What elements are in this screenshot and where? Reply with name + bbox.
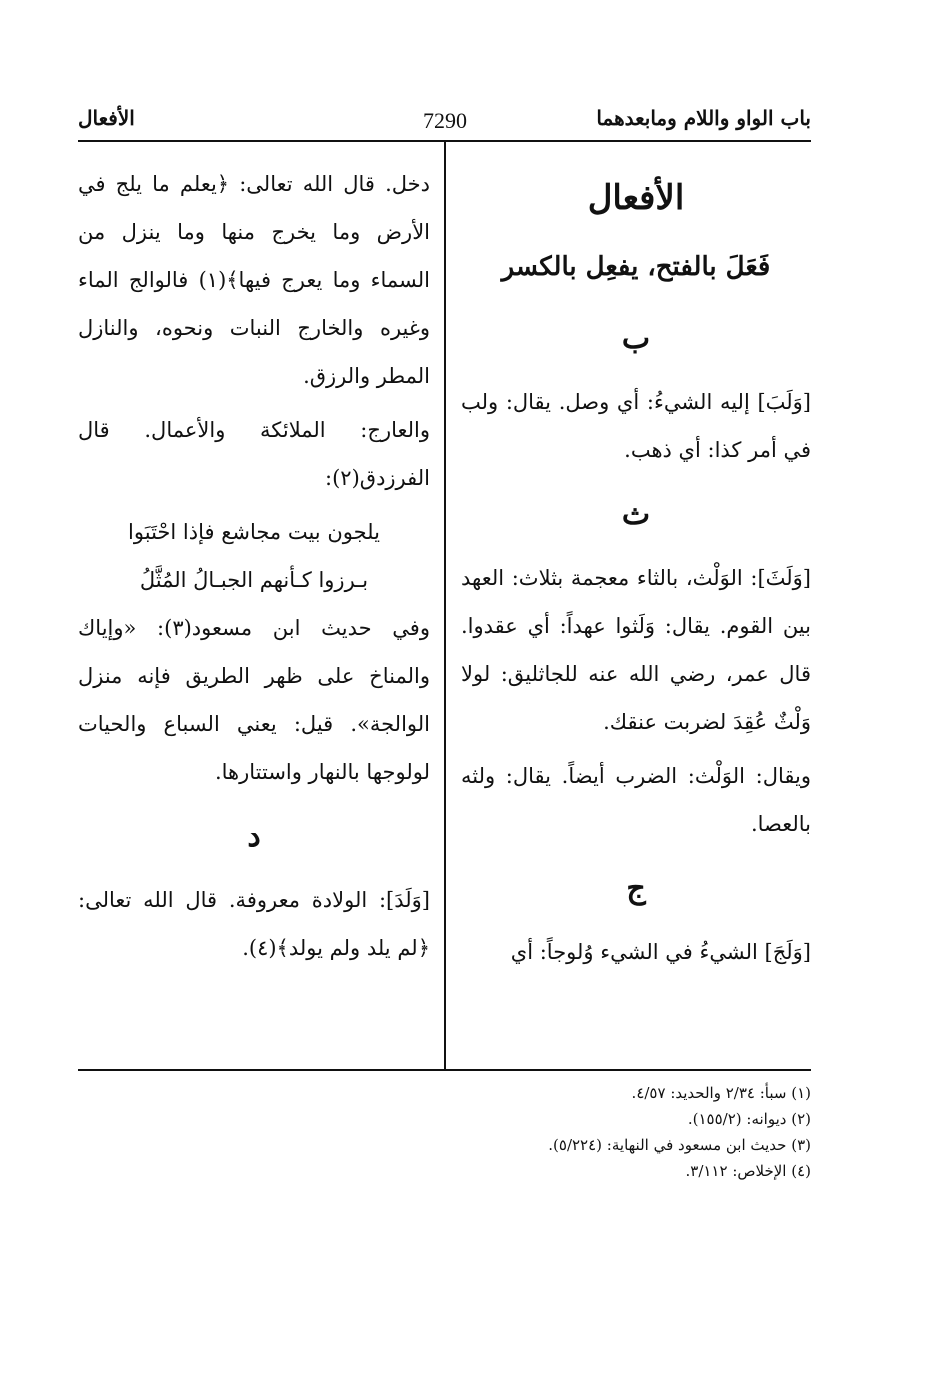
entry-walath: [وَلَثَ]: الوَلْث، بالثاء معجمة بثلاث: العهد بين القوم. يقال: وَلَثوا عهداً: أي عقدوا. قال عمر، رضي الله عنه للجاثليق: لولا وَلْثٌ عُقِدَ لضربت عنقك. [461, 566, 811, 734]
footnote: (٣) حديث ابن مسعود في النهاية: (٥/٢٢٤). [548, 1136, 811, 1154]
left-column [78, 160, 430, 978]
footnote: (١) سبأ: ٢/٣٤ والحديد: ٤/٥٧. [631, 1084, 811, 1102]
chapter-heading: الأفعال [587, 178, 685, 218]
chapter-subheading: فَعَلَ بالفتح، يفعِل بالكسر [501, 252, 771, 282]
chapter-title: الأفعال [78, 106, 135, 130]
page-number: 7290 [423, 108, 467, 133]
entry-walaj: [وَلَجَ] الشيءُ في الشيء وُلوجاً: أي [510, 940, 811, 964]
verse-line-1: يلجون بيت مجاشع فإذا احْتَبَوا [128, 520, 380, 544]
footnote: (٤) الإخلاص: ٣/١١٢. [685, 1162, 811, 1180]
letter-heading-j: ج [626, 871, 646, 906]
paragraph-1: دخل. قال الله تعالى: ﴿يعلم ما يلج في الأرض وما يخرج منها وما ينزل من السماء وما يعرج فيها﴾(١) فالوالج الماء وغيره والخارج النبات ونحوه، والنازل المطر والرزق. [78, 172, 430, 388]
entry-walab: [وَلَبَ] إليه الشيءُ: أي وصل. يقال: ولب في أمر كذا: أي ذهب. [461, 390, 811, 462]
entry-walath-2: ويقال: الوَلْث: الضرب أيضاً. يقال: ولثه بالعصا. [461, 764, 811, 836]
footnote-rule [78, 1069, 811, 1071]
page-header [78, 100, 811, 136]
verse-line-2: بـرزوا كـأنهم الجبـالُ المُثَّلُ [139, 568, 369, 592]
letter-heading-b: ب [621, 321, 651, 356]
letter-heading-d: د [247, 819, 261, 854]
paragraph-4: [وَلَدَ]: الولادة معروفة. قال الله تعالى: ﴿لم يلد ولم يولد﴾(٤). [78, 888, 430, 960]
letter-heading-th: ث [621, 497, 651, 532]
paragraph-3: وفي حديث ابن مسعود(٣): «وإياك والمناخ على ظهر الطريق فإنه منزل الوالجة». قيل: يعني السباع والحيات لولوجها بالنهار واستتارها. [78, 616, 430, 784]
right-column [461, 160, 811, 982]
footnotes [291, 1080, 811, 1184]
column-divider [444, 142, 446, 1070]
paragraph-2: والعارج: الملائكة والأعمال. قال الفرزدق(٢): [78, 418, 430, 490]
section-title: باب الواو واللام ومابعدهما [596, 106, 811, 130]
footnote: (٢) ديوانه: (١٥٥/٢). [687, 1110, 811, 1128]
